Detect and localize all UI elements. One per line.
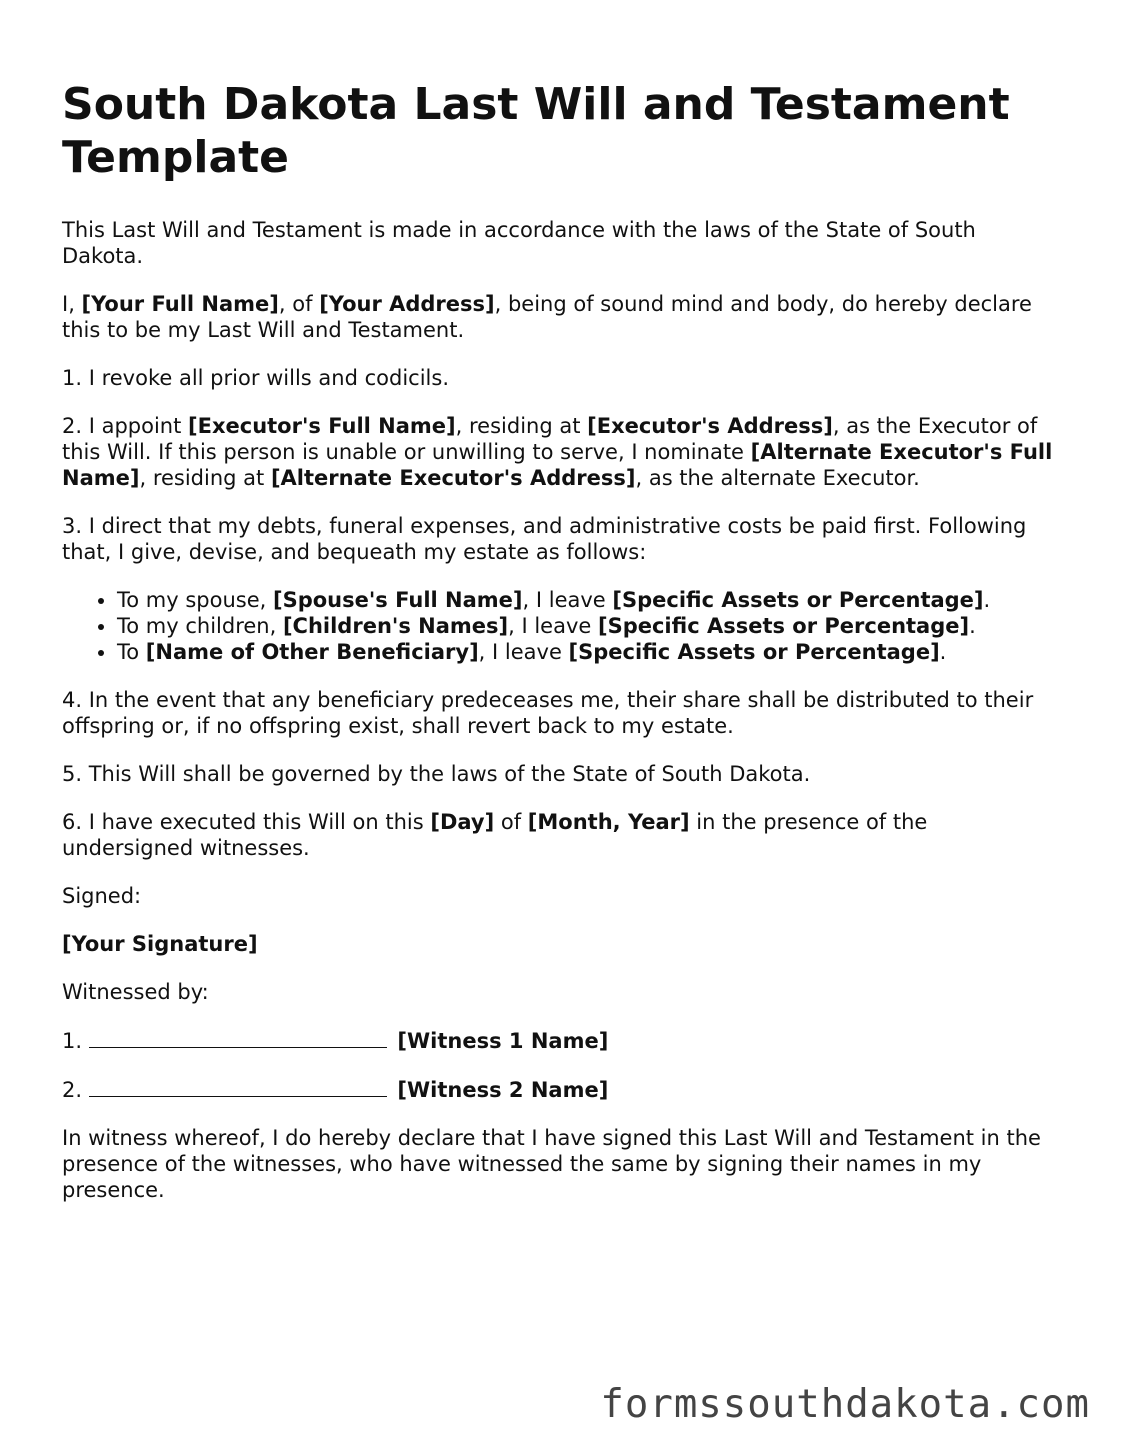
declaration-paragraph: I, [Your Full Name], of [Your Address], being of sound mind and body, do hereby declare this to be my Last Will and Testament. [62,292,1032,342]
executor-address-placeholder: [Executor's Address] [587,414,833,438]
month-year-placeholder: [Month, Year] [527,810,690,834]
clause-5: 5. This Will shall be governed by the laws of the State of South Dakota. [62,762,811,786]
assets-placeholder: [Specific Assets or Percentage] [597,614,970,638]
alternate-executor-name-placeholder: [Alternate Executor's Full Name] [62,440,1053,490]
witness-line-1: 1. [Witness 1 Name] [62,1029,609,1053]
clause-6: 6. I have executed this Will on this [Day] of [Month, Year] in the presence of the undersigned witnesses. [62,810,928,860]
assets-placeholder: [Specific Assets or Percentage] [612,588,984,612]
signature-placeholder: [Your Signature] [62,932,258,956]
clause-4: 4. In the event that any beneficiary predeceases me, their share shall be distributed to their offspring or, if no offspring exist, shall revert back to my estate. [62,688,1034,738]
clause-2: 2. I appoint [Executor's Full Name], residing at [Executor's Address], as the Executor of this Will. If this person is unable or unwilling to serve, I nominate [Alternate Executor's Full Name], residing at [Alternate Executor's Address], as the alternate Executor. [62,414,1053,490]
alternate-executor-address-placeholder: [Alternate Executor's Address] [270,466,636,490]
closing-paragraph: In witness whereof, I do hereby declare that I have signed this Last Will and Testament in the presence of the witnesses, who have witnessed the same by signing their names in my presence. [62,1126,1041,1202]
witness-name-placeholder: [Witness 2 Name] [397,1078,609,1102]
document-page [62,78,1062,1225]
executor-name-placeholder: [Executor's Full Name] [188,414,456,438]
assets-placeholder: [Specific Assets or Percentage] [568,640,940,664]
full-name-placeholder: [Your Full Name] [81,292,279,316]
beneficiary-placeholder: [Spouse's Full Name] [272,588,523,612]
witnessed-label: Witnessed by: [62,980,209,1004]
footer-website: formssouthdakota.com [600,1382,1090,1427]
signature-blank-line [89,1027,387,1048]
witness-line-2: 2. [Witness 2 Name] [62,1078,609,1102]
signature-blank-line [89,1076,387,1097]
address-placeholder: [Your Address] [319,292,495,316]
list-item: • To my spouse, [Spouse's Full Name], I leave [Specific Assets or Percentage]. [117,587,1062,613]
day-placeholder: [Day] [430,810,495,834]
list-item: • To [Name of Other Beneficiary], I leave [Specific Assets or Percentage]. [117,639,1062,665]
clause-3: 3. I direct that my debts, funeral expenses, and administrative costs be paid first. Following that, I give, devise, and bequeath my estate as follows: [62,514,1027,564]
signed-label: Signed: [62,884,142,908]
beneficiary-placeholder: [Name of Other Beneficiary] [145,640,479,664]
clause-1: 1. I revoke all prior wills and codicils. [62,366,449,390]
beneficiary-placeholder: [Children's Names] [282,614,509,638]
list-item: • To my children, [Children's Names], I leave [Specific Assets or Percentage]. [117,613,1062,639]
witness-name-placeholder: [Witness 1 Name] [397,1029,609,1053]
document-title: South Dakota Last Will and Testament Template [62,79,1010,183]
intro-paragraph: This Last Will and Testament is made in accordance with the laws of the State of South Dakota. [62,218,976,268]
bequest-list [62,587,1062,665]
